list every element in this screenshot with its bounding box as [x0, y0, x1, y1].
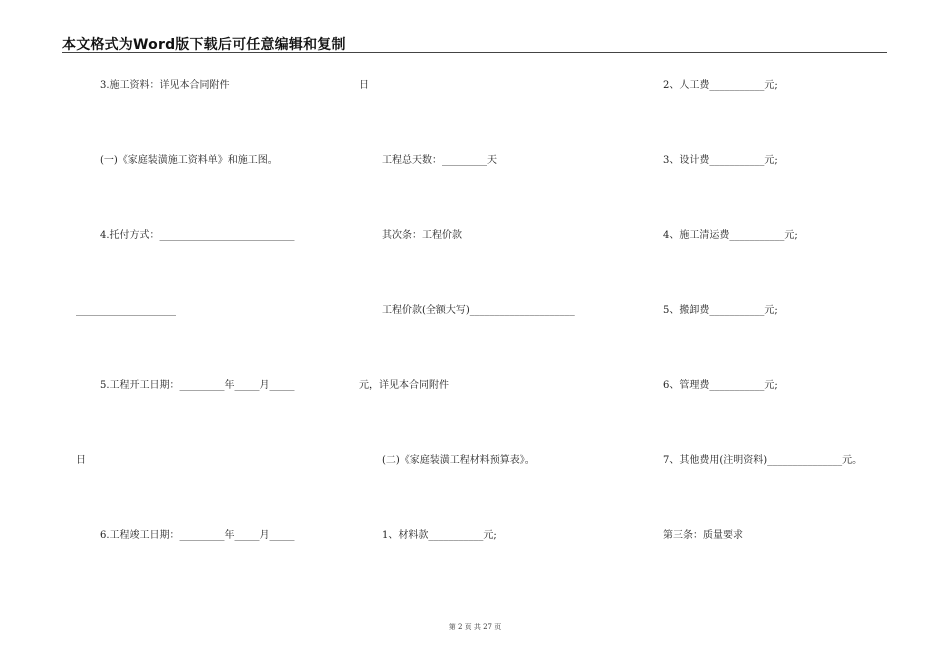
left-line-7: 6.工程竣工日期：_________年_____月_____: [100, 530, 295, 541]
document-header-title: 本文格式为Word版下载后可任意编辑和复制: [62, 37, 346, 53]
page-number: 第 2 页 共 27 页: [448, 623, 502, 631]
middle-line-7: 1、材料款___________元;: [382, 530, 497, 541]
right-line-7: 第三条：质量要求: [663, 530, 743, 541]
middle-line-6: (二)《家庭装潢工程材料预算表》。: [382, 455, 535, 466]
left-line-1: 3.施工资料：详见本合同附件: [100, 80, 230, 91]
left-line-4: ____________________: [76, 305, 176, 316]
right-line-2: 3、设计费___________元;: [663, 155, 778, 166]
left-line-3: 4.托付方式：___________________________: [100, 230, 295, 241]
left-line-6: 日: [76, 455, 86, 466]
header-divider: [62, 52, 887, 53]
left-line-5: 5.工程开工日期：_________年_____月_____: [100, 380, 295, 391]
right-line-4: 5、搬卸费___________元;: [663, 305, 778, 316]
middle-line-2: 工程总天数：_________天: [382, 155, 497, 166]
middle-line-5: 元，详见本合同附件: [359, 380, 449, 391]
middle-line-1: 日: [359, 80, 369, 91]
right-line-6: 7、其他费用(注明资料)_______________元。: [663, 455, 863, 466]
middle-line-4: 工程价款(全额大写)_____________________: [382, 305, 575, 316]
right-line-1: 2、人工费___________元;: [663, 80, 778, 91]
right-line-5: 6、管理费___________元;: [663, 380, 778, 391]
right-line-3: 4、施工清运费___________元;: [663, 230, 798, 241]
middle-line-3: 其次条：工程价款: [382, 230, 462, 241]
left-line-2: (一)《家庭装潢施工资料单》和施工图。: [100, 155, 278, 166]
